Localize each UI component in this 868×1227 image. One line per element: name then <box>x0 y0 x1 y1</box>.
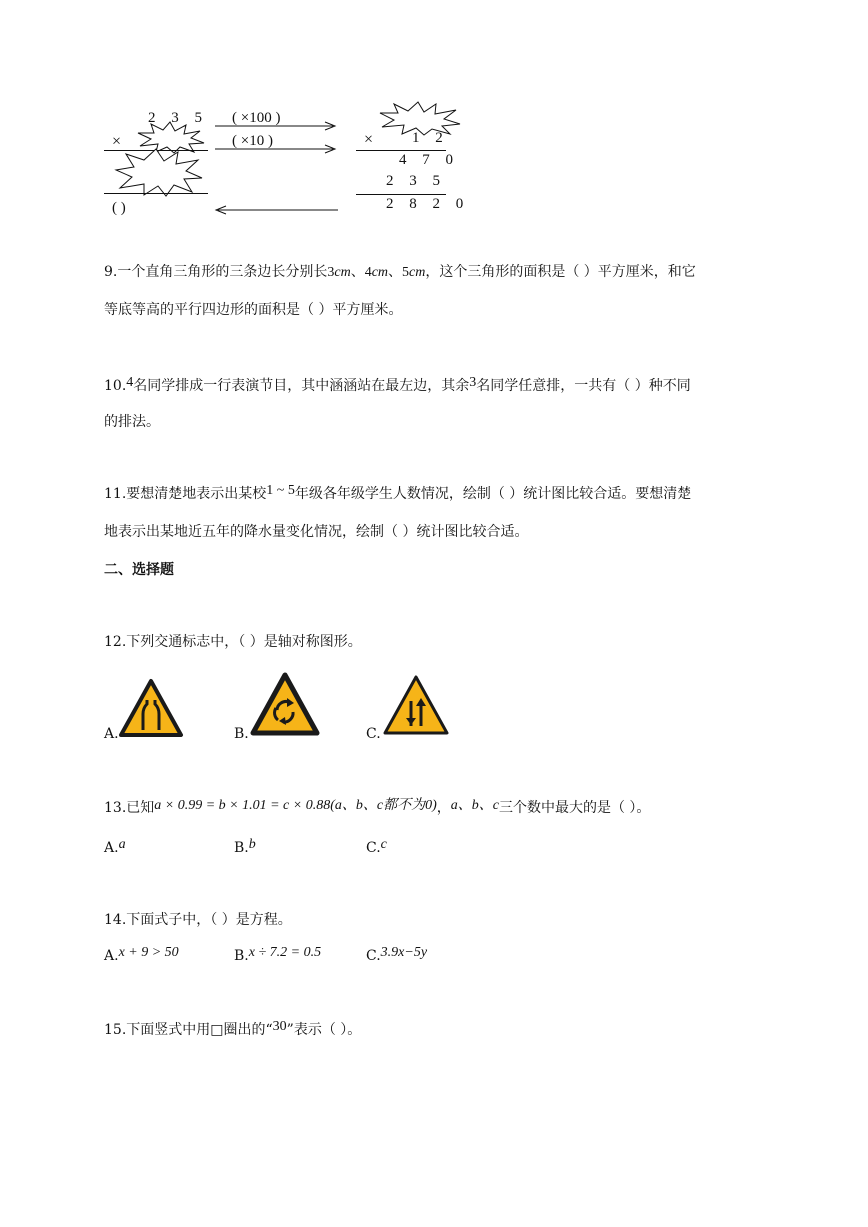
question-9-line1: 9.一个直角三角形的三条边长分别长3cm、4cm、5cm，这个三角形的面积是（ ）平方厘米，和它 <box>104 264 696 280</box>
question-15-text: 15.下面竖式中用□圈出的“30”表示（ ）。 <box>104 1019 362 1038</box>
step-label-x100: ( ×100 ) <box>232 110 281 126</box>
roundabout-icon <box>250 672 320 736</box>
road-narrows-icon <box>118 678 184 738</box>
question-14-text: 14.下面式子中，（ ）是方程。 <box>104 912 292 928</box>
option-b: B.x ÷ 7.2 = 0.5 <box>234 945 322 964</box>
question-12-text: 12.下列交通标志中，（ ）是轴对称图形。 <box>104 634 362 650</box>
option-c-label: C. <box>366 726 381 742</box>
question-10-line1: 10.4名同学排成一行表演节目，其中涵涵站在最左边，其余3名同学任意排，一共有（ ）种不同 <box>104 375 691 394</box>
option-b: B.b <box>234 837 256 856</box>
question-13-text: 13.已知a × 0.99 = b × 1.01 = c × 0.88(a、b、c都不为0)，a、b、c三个数中最大的是（ ）。 <box>104 798 651 816</box>
two-way-traffic-icon <box>382 674 450 736</box>
section-heading: 二、选择题 <box>104 562 174 578</box>
question-9-line2: 等底等高的平行四边形的面积是（ ）平方厘米。 <box>104 302 403 318</box>
top-number: 2 3 5 <box>148 110 208 126</box>
final-product: 2 8 2 0 <box>386 196 470 212</box>
option-a: A.a <box>104 837 126 856</box>
option-c: C.c <box>366 837 387 856</box>
right-arrow-icon <box>215 144 339 154</box>
left-arrow-icon <box>214 205 340 215</box>
multiplier: 1 2 <box>412 130 449 146</box>
times-sign: × <box>364 131 374 148</box>
times-sign: × <box>112 133 122 150</box>
question-11-line2: 地表示出某地近五年的降水量变化情况，绘制（ ）统计图比较合适。 <box>104 524 529 540</box>
step-label-x10: ( ×10 ) <box>232 133 273 149</box>
option-a: A.x + 9 > 50 <box>104 945 179 964</box>
rule-line <box>356 194 446 195</box>
rule-line <box>104 193 208 194</box>
question-10-line2: 的排法。 <box>104 414 160 430</box>
hidden-product-burst-icon <box>112 146 204 198</box>
right-arrow-icon <box>215 121 339 131</box>
question-11-line1: 11.要想清楚地表示出某校1 ~ 5年级各年级学生人数情况，绘制（ ）统计图比较合适。要想清楚 <box>104 483 692 502</box>
option-a-label: A. <box>104 726 119 742</box>
option-b-label: B. <box>234 726 249 742</box>
partial-product-1: 4 7 0 <box>399 152 459 168</box>
answer-paren: ( ) <box>112 200 126 216</box>
option-c: C.3.9x−5y <box>366 945 428 964</box>
partial-product-2: 2 3 5 <box>386 173 446 189</box>
rule-line <box>356 150 446 151</box>
